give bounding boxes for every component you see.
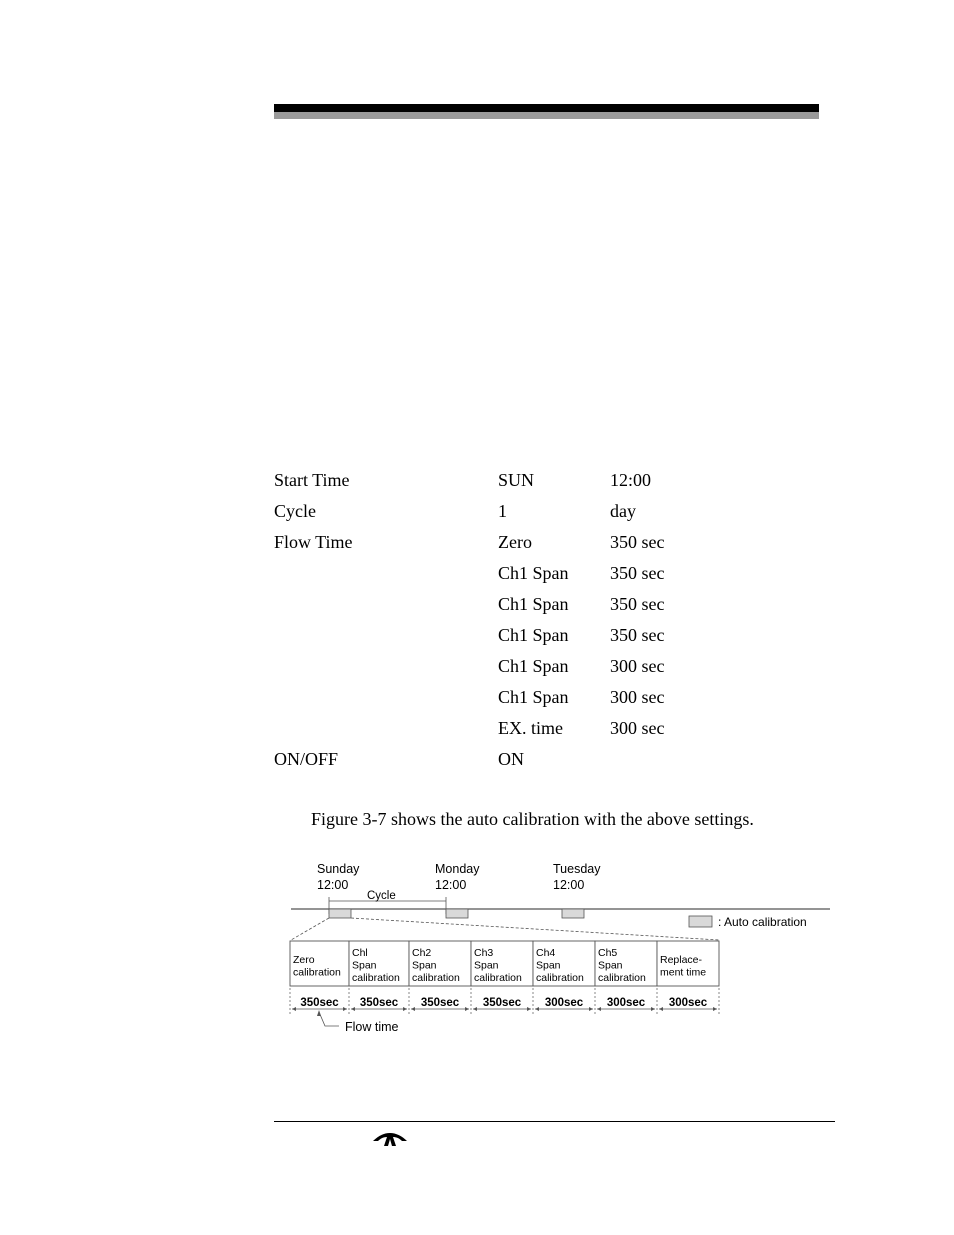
time-label: 12:00: [553, 878, 585, 892]
step-text: Span: [536, 959, 561, 972]
step-text: Zero: [293, 954, 315, 966]
arrow-head: [651, 1007, 655, 1011]
settings-row: [274, 682, 794, 713]
setting-value: Ch1 Span: [498, 687, 569, 707]
setting-label: Start Time: [274, 470, 350, 490]
settings-row: [274, 496, 794, 527]
setting-unit: 300 sec: [610, 656, 665, 676]
step-duration: 350sec: [420, 997, 460, 1009]
arrow-head: [411, 1007, 415, 1011]
step-text: calibration: [352, 972, 400, 984]
arrow-head: [403, 1007, 407, 1011]
arrow-head: [292, 1007, 296, 1011]
settings-table: [274, 465, 794, 775]
step-text: Chl: [352, 947, 368, 959]
setting-unit: day: [610, 501, 636, 521]
auto-calibration-block: [562, 909, 584, 918]
header-bar: [274, 104, 819, 112]
step-text: Span: [474, 959, 499, 972]
setting-value: Zero: [498, 532, 532, 552]
settings-row: [274, 620, 794, 651]
settings-row: [274, 465, 794, 496]
setting-value: 1: [498, 501, 507, 521]
settings-row: [274, 589, 794, 620]
setting-value: Ch1 Span: [498, 625, 569, 645]
step-duration: 300sec: [544, 997, 584, 1009]
zoom-line: [351, 918, 719, 940]
arrow-head: [527, 1007, 531, 1011]
arrow-head: [473, 1007, 477, 1011]
setting-value: Ch1 Span: [498, 594, 569, 614]
auto-calibration-diagram: [285, 852, 830, 1042]
setting-label: Flow Time: [274, 532, 353, 552]
cycle-label: Cycle: [367, 890, 396, 902]
step-text: Ch5: [598, 947, 618, 959]
setting-unit: 300 sec: [610, 687, 665, 707]
settings-row: [274, 744, 794, 775]
step-text: Replace-: [660, 954, 703, 966]
setting-unit: 12:00: [610, 470, 652, 490]
setting-value: SUN: [498, 470, 535, 490]
settings-row: [274, 527, 794, 558]
step-text: calibration: [536, 972, 584, 984]
step-text: Span: [352, 959, 377, 972]
arrow-head: [317, 1010, 321, 1016]
time-label: 12:00: [435, 878, 467, 892]
step-duration: 350sec: [300, 997, 339, 1009]
step-duration: 350sec: [359, 997, 399, 1009]
step-text: Span: [598, 959, 623, 972]
step-text: Ch4: [536, 947, 556, 959]
arrow-head: [535, 1007, 539, 1011]
step-text: Ch3: [474, 947, 494, 959]
auto-calibration-block: [329, 909, 351, 918]
step-duration: 300sec: [668, 997, 708, 1009]
zoom-line: [291, 918, 329, 940]
step-duration: 350sec: [482, 997, 522, 1009]
auto-calibration-block: [446, 909, 468, 918]
settings-row: [274, 713, 794, 744]
footer-rule: [274, 1121, 835, 1122]
arrow-head: [589, 1007, 593, 1011]
flow-time-leader: [319, 1012, 339, 1026]
setting-label: ON/OFF: [274, 749, 339, 769]
setting-label: Cycle: [274, 501, 316, 521]
setting-unit: 300 sec: [610, 718, 665, 738]
arrow-head: [659, 1007, 663, 1011]
day-label: Monday: [435, 862, 480, 876]
setting-unit: 350 sec: [610, 625, 665, 645]
setting-value: Ch1 Span: [498, 656, 569, 676]
step-text: Span: [412, 959, 437, 972]
company-logo-icon: [372, 1131, 408, 1147]
arrow-head: [465, 1007, 469, 1011]
arrow-head: [713, 1007, 717, 1011]
settings-row: [274, 558, 794, 589]
setting-value: EX. time: [498, 718, 563, 738]
settings-row: [274, 651, 794, 682]
setting-value: Ch1 Span: [498, 563, 569, 583]
header-bar-shadow: [274, 112, 819, 119]
step-text: calibration: [598, 972, 646, 984]
flow-time-label: Flow time: [345, 1020, 399, 1034]
setting-unit: 350 sec: [610, 594, 665, 614]
figure-caption: Figure 3-7 shows the auto calibration with the above settings.: [311, 809, 754, 829]
arrow-head: [351, 1007, 355, 1011]
step-text: calibration: [293, 966, 341, 979]
setting-unit: 350 sec: [610, 532, 665, 552]
arrow-head: [343, 1007, 347, 1011]
legend-swatch: [689, 916, 712, 927]
step-text: ment time: [660, 966, 707, 979]
day-label: Tuesday: [553, 862, 601, 876]
setting-value: ON: [498, 749, 524, 769]
step-text: calibration: [412, 972, 460, 984]
arrow-head: [597, 1007, 601, 1011]
time-label: 12:00: [317, 878, 349, 892]
step-duration: 300sec: [606, 997, 646, 1009]
step-text: calibration: [474, 972, 522, 984]
day-label: Sunday: [317, 862, 360, 876]
step-text: Ch2: [412, 947, 432, 959]
legend-label: : Auto calibration: [718, 915, 807, 929]
setting-unit: 350 sec: [610, 563, 665, 583]
